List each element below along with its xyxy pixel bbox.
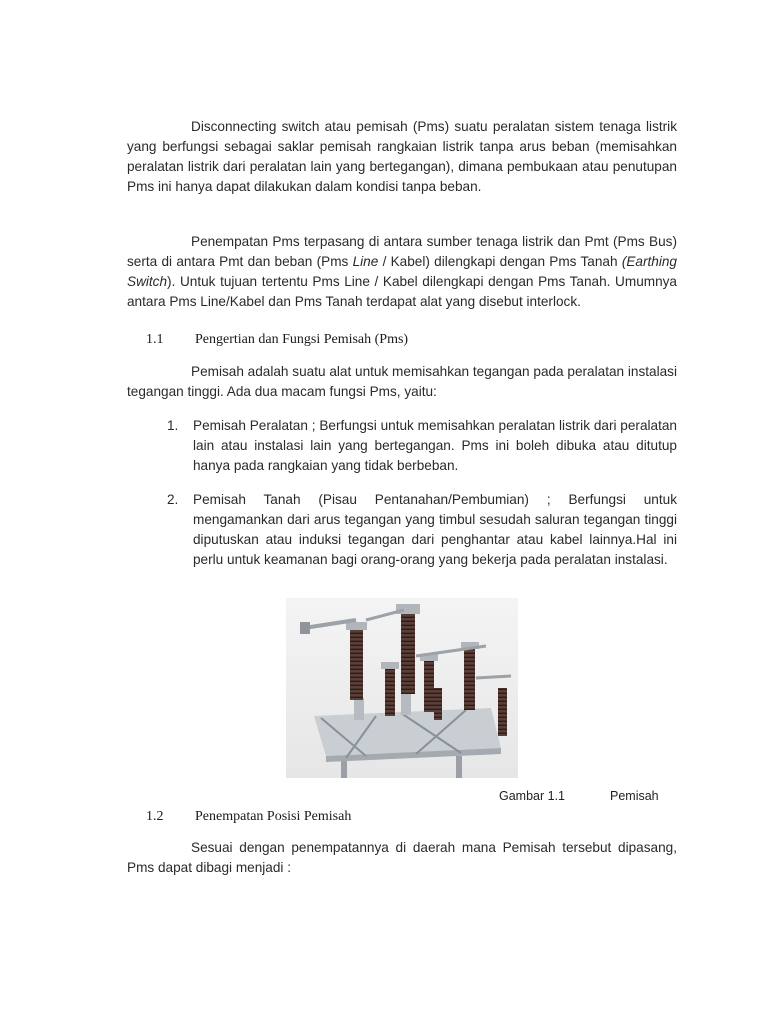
- list-marker: 1.: [167, 418, 179, 433]
- list-marker: 2.: [167, 492, 179, 507]
- paragraph-placement: Penempatan Pms terpasang di antara sumber tenaga listrik dan Pmt (Pms Bus) serta di antara Pmt dan beban (Pms Line / Kabel) dilengkapi dengan Pms Tanah (Earthing Switch). Untuk tujuan tertentu Pms Line / Kabel dilengkapi dengan Pms Tanah. Umumnya antara Pms Line/Kabel dan Pms Tanah terdapat alat yang disebut interlock.: [127, 234, 677, 309]
- section-heading-1-1: 1.1 Pengertian dan Fungsi Pemisah (Pms): [146, 332, 409, 347]
- section-heading-1-2: 1.2 Penempatan Posisi Pemisah: [146, 809, 352, 824]
- disconnect-switch-image: [286, 598, 518, 778]
- list-item-text: Pemisah Peralatan ; Berfungsi untuk memisahkan peralatan listrik dari peralatan lain atau instalasi lain yang bertegangan. Pms ini boleh dibuka atau ditutup hanya pada rangkaian yang tidak berbeban.: [193, 418, 677, 473]
- list-item-pemisah-tanah: [167, 490, 677, 570]
- paragraph-position: Sesuai dengan penempatannya di daerah mana Pemisah tersebut dipasang, Pms dapat dibagi menjadi :: [127, 840, 677, 875]
- paragraph-definition: Pemisah adalah suatu alat untuk memisahkan tegangan pada peralatan instalasi tegangan tinggi. Ada dua macam fungsi Pms, yaitu:: [127, 364, 677, 399]
- paragraph-intro: Disconnecting switch atau pemisah (Pms) suatu peralatan sistem tenaga listrik yang berfungsi sebagai saklar pemisah rangkaian listrik tanpa arus beban (memisahkan peralatan listrik dari peralatan lain yang bertegangan), dimana pembukaan atau penutupan Pms ini hanya dapat dilakukan dalam kondisi tanpa beban.: [127, 119, 677, 194]
- list-item-text: Pemisah Tanah (Pisau Pentanahan/Pembumian) ; Berfungsi untuk mengamankan dari arus tegangan yang timbul sesudah saluran tegangan tinggi diputuskan atau induksi tegangan dari penghantar atau kabel lainnya.Hal ini perlu untuk keamanan bagi orang-orang yang bekerja pada peralatan instalasi.: [193, 492, 677, 567]
- list-item-pemisah-peralatan: [167, 416, 677, 476]
- figure-caption: Gambar 1.1 Pemisah: [499, 789, 659, 803]
